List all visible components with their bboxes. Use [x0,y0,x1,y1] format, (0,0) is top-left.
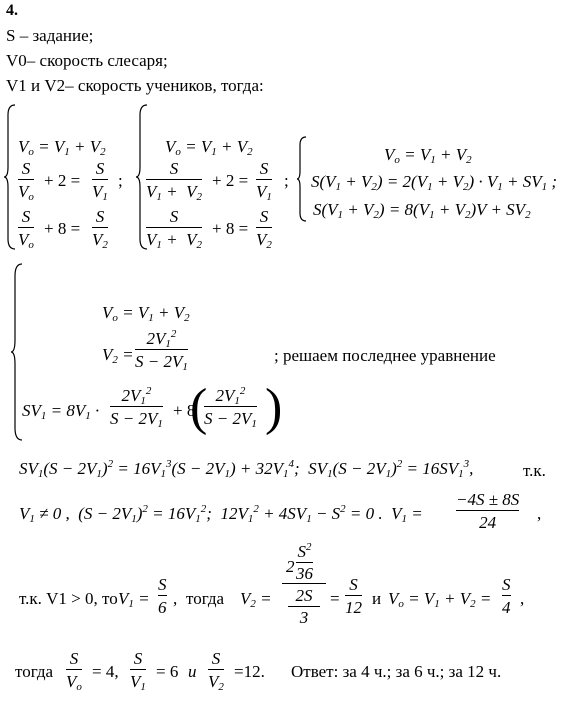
eq-1b-mid: + 2 = [44,171,81,190]
frac-2b-right: S $V_1$ [256,159,272,203]
eq-7d: $V_o = V_1 + V_2$ = [388,589,492,610]
eq-3b: $S(V_1 + V_2) = 2(V_1 + V_2) \cdot V_1 + SV_1$ ; [311,172,558,193]
frac-7c: S 12 [345,575,362,617]
eq-2a: $V_o = V_1 + V_2$ [165,137,253,158]
sep-1: ; [118,171,123,190]
brace-3 [296,135,308,223]
eq-4c-left: $SV_1 = 8V_1$ · [22,401,100,422]
comma-6: , [537,504,542,523]
eq-2b-mid: + 2 = [212,171,249,190]
frac-1b-right: S $V_1$ [92,159,108,203]
eq-7b: $V_2$ = [240,589,272,610]
frac-2c-right: S $V_2$ [256,207,272,251]
tk2-label: т.к. V1 > 0, то [19,589,118,608]
def-student-speed: V1 и V2– скорость учеников, тогда: [6,76,264,95]
eq-8a: = 4, [92,662,119,681]
comma-7: , [173,589,178,608]
def-worker-speed: V0– скорость слесаря; [6,51,168,70]
eq-8b: = 6 [156,662,179,681]
sep-2: ; [284,171,289,190]
comma-7d: , [520,589,525,608]
answer-text: Ответ: за 4 ч.; за 6 ч.; за 12 ч. [291,662,502,681]
frac-1b-left: S $V_o$ [18,159,34,203]
eq-4b-left: $V_2$ = [102,345,134,366]
frac-7d: S 4 [502,575,511,617]
i-label: и [372,589,382,608]
i-label-2: и [188,662,197,681]
eq-6: $V_1 \ne 0$ , $(S - 2V_1)^2 = 16V_1^2$; $12V_1^2 + 4SV_1 - S^2 = 0$ . $V_1$ = [19,503,423,525]
frac-7a: S 6 [158,575,167,617]
paren-close: ) [265,379,283,436]
eq-3c: $S(V_1 + V_2) = 8(V_1 + V_2)V + SV_2$ [313,200,531,221]
eq-4a: $V_o = V_1 + V_2$ [102,303,190,324]
brace-1 [3,103,17,251]
def-task: S – задание; [6,26,94,45]
eq-8c: =12. [234,662,265,681]
eq-3a: $V_o = V_1 + V_2$ [384,145,472,166]
eq-1c-mid: + 8 = [44,219,81,238]
frac-2c-left: S $V_1 + V_2$ [146,207,202,251]
togda-label-1: тогда [186,589,225,608]
eq-7a: $V_1$ = [118,589,150,610]
frac-8b: S $V_1$ [130,649,146,693]
paren-open: ( [190,379,208,436]
togda-label-2: тогда [15,662,54,681]
frac-roots: −4S ± 8S 24 [456,490,520,532]
eq-5: $SV_1(S - 2V_1)^2 = 16V_1^3(S - 2V_1) + 32V_1^4$; $SV_1(S - 2V_1)^2 = 16SV_1^3$, [19,458,474,480]
eq-1a: $V_o = V_1 + V_2$ [18,137,106,158]
frac-2b-left: S $V_1 + V_2$ [146,159,202,203]
frac-7b: 2 $S^2$ 36 2S 3 [282,543,326,625]
frac-8a: S $V_o$ [66,649,82,693]
eq-4c-plus: + 8 [173,401,196,420]
tk-label: т.к. [523,461,546,480]
frac-8c: S $V_2$ [208,649,224,693]
solve-last-label: ; решаем последнее уравнение [274,346,496,365]
problem-number: 4. [6,2,18,19]
eq-7c: = [330,589,340,608]
frac-1c-right: S $V_2$ [92,207,108,251]
frac-4c-2: $2V_1^2$ $S - 2V_1$ [204,385,257,430]
frac-1c-left: S $V_o$ [18,207,34,251]
frac-4b: $2V_1^2$ $S - 2V_1$ [135,328,188,373]
frac-4c-1: $2V_1^2$ $S - 2V_1$ [110,385,163,430]
eq-2c-mid: + 8 = [212,219,249,238]
